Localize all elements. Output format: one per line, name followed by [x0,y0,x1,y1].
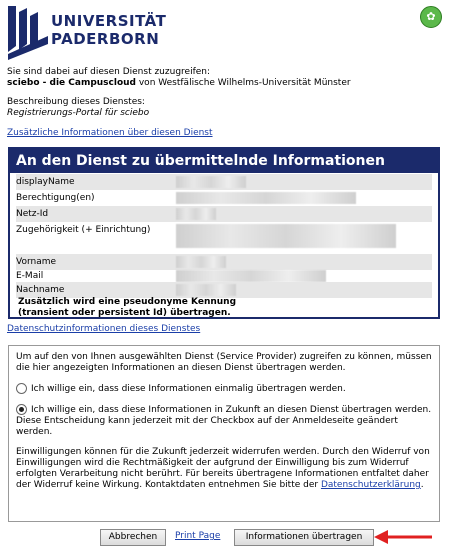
service-logo-icon: ✿ [420,6,442,28]
attribute-label: Vorname [16,257,57,267]
pseudonym-line2: (transient oder persistent Id) übertragen. [18,308,231,318]
pseudonym-notice [18,297,236,319]
intro-text [7,67,437,89]
attribute-label: E-Mail [16,271,44,281]
consent-option-future-label: Ich willige ein, dass diese Informationen in Zukunft an diesen Dienst übertragen werden. Diese Entscheidung kann jederzeit mit der Checkbox auf der Anmeldeseite geändert werden. [16,405,432,437]
attribute-row [16,222,432,252]
service-name: sciebo - die Campuscloud [7,78,136,88]
service-description [7,97,437,119]
consent-option-once-label: Ich willige ein, dass diese Informationen einmalig übertragen werden. [31,384,346,394]
print-page-link[interactable]: Print Page [175,531,221,541]
attribute-row [16,190,432,206]
paderborn-logo-icon [8,6,50,60]
radio-once[interactable] [16,383,27,394]
consent-option-once[interactable] [16,383,432,395]
attribute-row [16,206,432,222]
description-text: Registrierungs-Portal für sciebo [7,108,150,118]
privacy-statement-link[interactable]: Datenschutzerklärung [320,480,421,490]
service-line [7,78,437,89]
university-name [51,12,166,48]
redacted-value [176,284,236,296]
attribute-row [16,282,432,298]
redacted-value [176,208,216,220]
withdraw-notice [16,447,432,491]
redacted-value [176,256,226,268]
university-name-line2: PADERBORN [51,30,160,48]
attribute-label: Netz-Id [16,209,49,219]
redacted-value [176,192,356,204]
consent-intro: Um auf den von Ihnen ausgewählten Dienst (Service Provider) zugreifen zu können, müssen die hier angezeigten Informationen an diesen Dienst übertragen werden. [16,352,432,373]
arrow-left-icon [374,528,434,546]
attribute-label: displayName [16,177,75,187]
consent-box [8,345,440,522]
cancel-button[interactable]: Abbrechen [100,529,166,546]
redacted-value [176,176,246,188]
redacted-value [176,224,396,248]
intro-line: Sie sind dabei auf diesen Dienst zuzugreifen: [7,67,211,77]
university-name-line1: UNIVERSITÄT [51,12,167,30]
additional-info-link[interactable]: Zusätzliche Informationen über diesen Dienst [7,128,213,138]
attribute-label: Berechtigung(en) [16,193,95,203]
pseudonym-line1: Zusätzlich wird eine pseudonyme Kennung [18,297,237,307]
attribute-row [16,174,432,190]
attribute-label: Nachname [16,285,65,295]
submit-button[interactable]: Informationen übertragen [234,529,374,546]
service-provider: von Westfälische Wilhelms-Universität Münster [136,78,351,88]
redacted-value [176,270,326,282]
radio-future[interactable] [16,404,27,415]
attributes-panel-title: An den Dienst zu übermittelnde Informationen [10,149,438,173]
withdraw-text: Einwilligungen können für die Zukunft jederzeit widerrufen werden. Durch den Widerruf von Einwilligungen wird die Rechtmäßigkeit der aufgrund der Einwilligung bis zum Widerruf erfolgten Verarbeitung nicht berührt. Für bereits übertragene Informationen entfaltet daher der Widerruf keine Wirkung. Kontaktdaten entnehmen Sie bitte der [16,447,430,490]
privacy-info-link[interactable]: Datenschutzinformationen dieses Dienstes [7,324,201,334]
attribute-label: Zugehörigkeit (+ Einrichtung) [16,225,151,235]
withdraw-end: . [420,480,424,490]
attributes-panel [8,147,440,319]
description-label: Beschreibung dieses Dienstes: [7,97,145,107]
consent-option-future[interactable] [16,404,432,438]
